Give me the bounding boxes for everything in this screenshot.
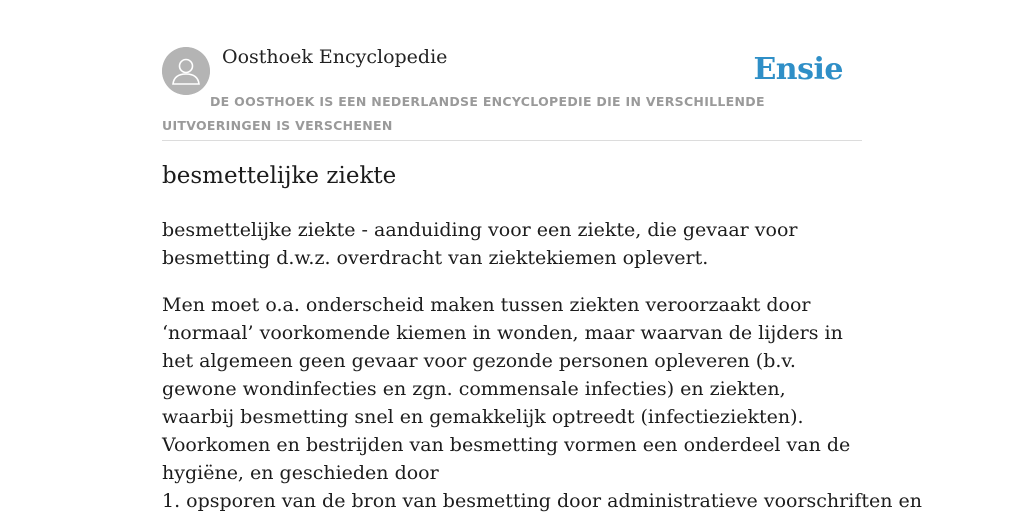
list-item: 1. opsporen van de bron van besmetting door administratieve voorschriften en — [162, 490, 922, 512]
site-header — [162, 0, 862, 141]
article-paragraph: Men moet o.a. onderscheid maken tussen ziekten veroorzaakt door ‘normaal’ voorkomende kiemen in wonden, maar waarvan de lijders in het algemeen geen gevaar voor gezonde personen opleveren (b.v. gewone wondinfecties en zgn. commensale infecties) en ziekten, waarbij besmetting snel en gemakkelijk optreedt (infectieziekten). Voorkomen en bestrijden van besmetting vormen een onderdeel van de hygiëne, en geschieden door — [162, 294, 851, 484]
page-container — [162, 0, 922, 512]
user-icon[interactable] — [162, 47, 210, 95]
site-name[interactable]: Oosthoek Encyclopedie — [222, 46, 448, 68]
ensie-logo[interactable]: Ensie — [753, 52, 843, 87]
article-paragraph: besmettelijke ziekte - aanduiding voor een ziekte, die gevaar voor besmetting d.w.z. overdracht van ziektekiemen oplevert. — [162, 219, 798, 269]
article-title: besmettelijke ziekte — [162, 163, 397, 189]
site-tagline: DE OOSTHOEK IS EEN NEDERLANDSE ENCYCLOPEDIE DIE IN VERSCHILLENDE UITVOERINGEN IS VERSCHENEN — [162, 94, 765, 133]
